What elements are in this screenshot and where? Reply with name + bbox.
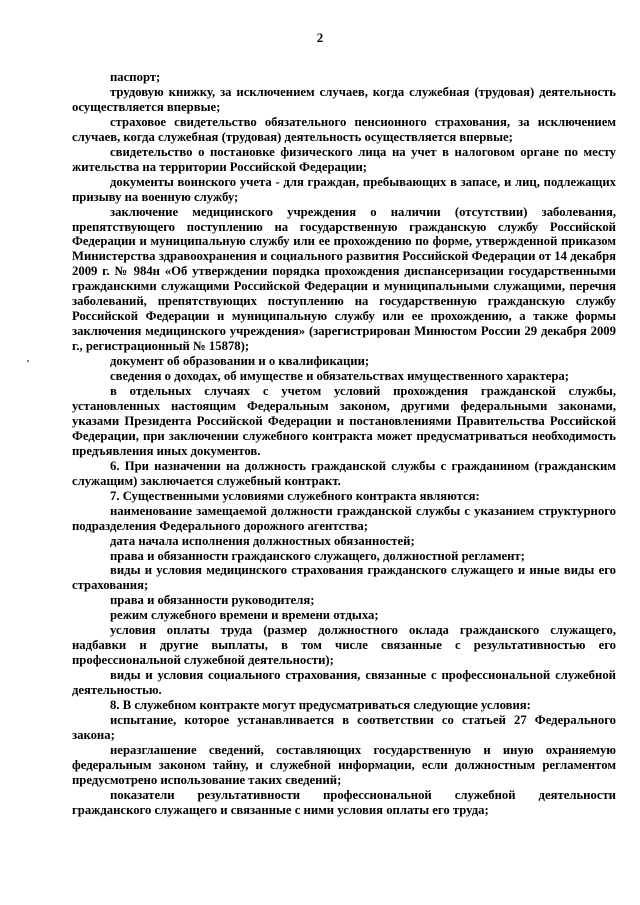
- paragraph: страховое свидетельство обязательного пенсионного страхования, за исключением случаев, когда служебная (трудовая) деятельность осуществляется впервые;: [72, 114, 616, 144]
- paragraph: виды и условия медицинского страхования гражданского служащего и иные виды его страхования;: [72, 563, 616, 593]
- paragraph: паспорт;: [110, 70, 161, 84]
- paragraph: условия оплаты труда (размер должностного оклада гражданского служащего, надбавки и другие выплаты, в том числе связанные с результативностью его профессиональной служебной деятельности);: [72, 623, 616, 668]
- paragraph: права и обязанности руководителя;: [110, 593, 315, 608]
- paragraph: режим служебного времени и времени отдыха;: [110, 608, 379, 623]
- paragraph: свидетельство о постановке физического лица на учет в налоговом органе по месту жительства на территории Российской Федерации;: [72, 144, 616, 174]
- paragraph: дата начала исполнения должностных обязанностей;: [110, 533, 415, 548]
- paragraph: документ об образовании и о квалификации;: [110, 354, 370, 369]
- paragraph: документы воинского учета - для граждан, пребывающих в запасе, и лиц, подлежащих призыву на военную службу;: [72, 174, 616, 204]
- paragraph: наименование замещаемой должности гражданской службы с указанием структурного подразделения Федерального дорожного агентства;: [72, 503, 616, 533]
- paragraph: 6. При назначении на должность гражданской службы с гражданином (гражданским служащим) заключается служебный контракт.: [72, 458, 616, 488]
- paragraph: показатели результативности профессиональной служебной деятельности гражданского служащего и связанные с ними условия оплаты его труда;: [72, 787, 616, 817]
- paragraph: испытание, которое устанавливается в соответствии со статьей 27 Федерального закона;: [72, 712, 616, 742]
- paragraph: виды и условия социального страхования, связанные с профессиональной служебной деятельностью.: [72, 668, 616, 698]
- paragraph: трудовую книжку, за исключением случаев, когда служебная (трудовая) деятельность осуществляется впервые;: [72, 84, 616, 114]
- paragraph: в отдельных случаях с учетом условий прохождения гражданской службы, установленных настоящим Федеральным законом, другими федеральными законами, указами Президента Российской Федерации и постановлениями Правительства Российской Федерации, при заключении служебного контракта может предусматриваться необходимость предъявления иных документов.: [72, 384, 616, 458]
- document-body: [72, 70, 616, 818]
- paragraph: 7. Существенными условиями служебного контракта являются:: [110, 488, 480, 503]
- page-number: 2: [316, 30, 324, 45]
- margin-scan-mark: [27, 360, 29, 362]
- paragraph: сведения о доходах, об имуществе и обязательствах имущественного характера;: [110, 369, 569, 384]
- paragraph: неразглашение сведений, составляющих государственную и иную охраняемую федеральным законом тайну, и служебной информации, если должностным регламентом предусмотрено использование таких сведений;: [72, 742, 616, 787]
- paragraph: права и обязанности гражданского служащего, должностной регламент;: [110, 548, 525, 563]
- paragraph: заключение медицинского учреждения о наличии (отсутствии) заболевания, препятствующего поступлению на государственную гражданскую службу Российской Федерации и муниципальную службу или ее прохождению по форме, утвержденной приказом Министерства здравоохранения и социального развития Российской Федерации от 14 декабря 2009 г. № 984н «Об утверждении порядка прохождения диспансеризации государственными гражданскими служащими Российской Федерации и муниципальными служащими, перечня заболеваний, препятствующих поступлению на государственную гражданскую службу Российской Федерации и муниципальную службу или ее прохождению, а также формы заключения медицинского учреждения» (зарегистрирован Минюстом России 29 декабря 2009 г., регистрационный № 15878);: [72, 204, 616, 354]
- paragraph: 8. В служебном контракте могут предусматриваться следующие условия:: [110, 698, 531, 713]
